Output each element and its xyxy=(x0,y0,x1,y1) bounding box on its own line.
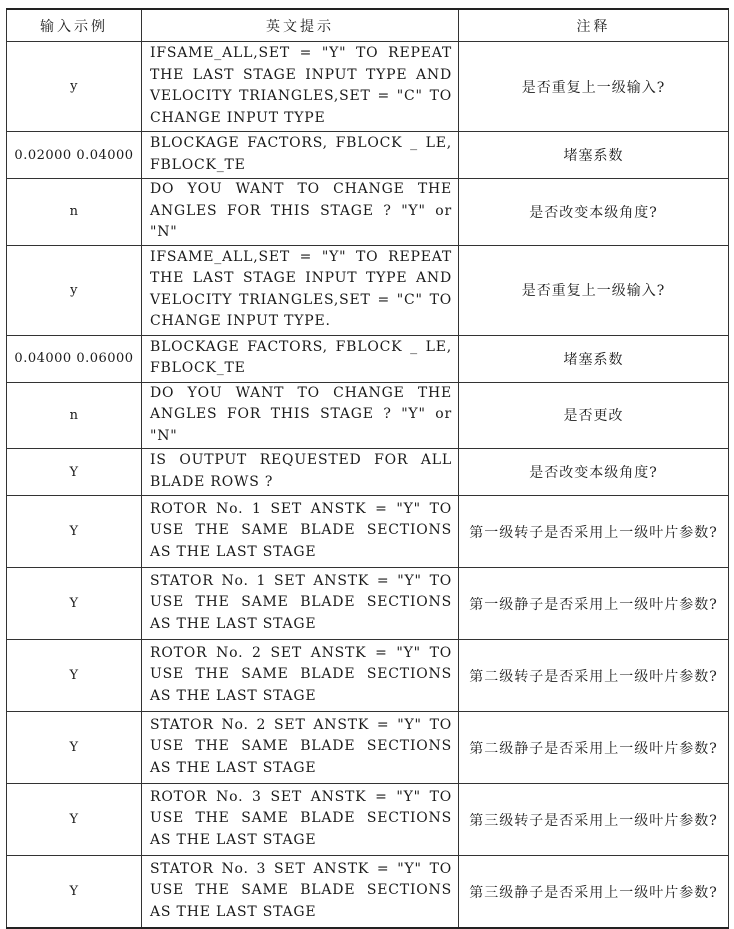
english-prompt-cell: BLOCKAGE FACTORS, FBLOCK _ LE, FBLOCK_TE xyxy=(142,132,459,179)
input-example-cell: Y xyxy=(7,449,142,496)
header-note: 注释 xyxy=(459,9,729,42)
note-cell: 是否改变本级角度? xyxy=(459,449,729,496)
table-row xyxy=(7,335,729,382)
header-input-example: 输入示例 xyxy=(7,9,142,42)
input-example-cell: Y xyxy=(7,496,142,568)
note-cell: 第三级转子是否采用上一级叶片参数? xyxy=(459,784,729,856)
english-prompt-cell: STATOR No. 3 SET ANSTK = "Y" TO USE THE SAME BLADE SECTIONS AS THE LAST STAGE xyxy=(142,856,459,929)
english-prompt-cell: BLOCKAGE FACTORS, FBLOCK _ LE, FBLOCK_TE xyxy=(142,335,459,382)
header-english-prompt: 英文提示 xyxy=(142,9,459,42)
input-example-cell: 0.04000 0.06000 xyxy=(7,335,142,382)
note-cell: 堵塞系数 xyxy=(459,335,729,382)
input-example-cell: Y xyxy=(7,568,142,640)
input-example-cell: n xyxy=(7,382,142,449)
table-row xyxy=(7,449,729,496)
table-row xyxy=(7,132,729,179)
table-row xyxy=(7,856,729,929)
note-cell: 是否改变本级角度? xyxy=(459,179,729,246)
table-row xyxy=(7,382,729,449)
note-cell: 是否重复上一级输入? xyxy=(459,245,729,335)
english-prompt-cell: IS OUTPUT REQUESTED FOR ALL BLADE ROWS ? xyxy=(142,449,459,496)
note-cell: 是否重复上一级输入? xyxy=(459,42,729,132)
table-row xyxy=(7,496,729,568)
table-row xyxy=(7,712,729,784)
input-example-cell: Y xyxy=(7,784,142,856)
note-cell: 第三级静子是否采用上一级叶片参数? xyxy=(459,856,729,929)
english-prompt-cell: IFSAME_ALL,SET = "Y" TO REPEAT THE LAST STAGE INPUT TYPE AND VELOCITY TRIANGLES,SET = "C" TO CHANGE INPUT TYPE. xyxy=(142,245,459,335)
english-prompt-cell: STATOR No. 2 SET ANSTK = "Y" TO USE THE SAME BLADE SECTIONS AS THE LAST STAGE xyxy=(142,712,459,784)
input-example-cell: Y xyxy=(7,712,142,784)
english-prompt-cell: DO YOU WANT TO CHANGE THE ANGLES FOR THIS STAGE ? "Y" or "N" xyxy=(142,382,459,449)
note-cell: 第一级静子是否采用上一级叶片参数? xyxy=(459,568,729,640)
english-prompt-cell: ROTOR No. 1 SET ANSTK = "Y" TO USE THE SAME BLADE SECTIONS AS THE LAST STAGE xyxy=(142,496,459,568)
english-prompt-cell: ROTOR No. 3 SET ANSTK = "Y" TO USE THE SAME BLADE SECTIONS AS THE LAST STAGE xyxy=(142,784,459,856)
table-row xyxy=(7,568,729,640)
table-row xyxy=(7,784,729,856)
table-header-row xyxy=(7,9,729,42)
input-example-cell: Y xyxy=(7,856,142,929)
table-row xyxy=(7,42,729,132)
english-prompt-cell: IFSAME_ALL,SET = "Y" TO REPEAT THE LAST STAGE INPUT TYPE AND VELOCITY TRIANGLES,SET = "C" TO CHANGE INPUT TYPE xyxy=(142,42,459,132)
input-prompt-table xyxy=(6,8,729,929)
input-example-cell: y xyxy=(7,42,142,132)
table-row xyxy=(7,640,729,712)
note-cell: 第一级转子是否采用上一级叶片参数? xyxy=(459,496,729,568)
note-cell: 第二级静子是否采用上一级叶片参数? xyxy=(459,712,729,784)
note-cell: 第二级转子是否采用上一级叶片参数? xyxy=(459,640,729,712)
input-example-cell: Y xyxy=(7,640,142,712)
input-example-cell: y xyxy=(7,245,142,335)
input-example-cell: n xyxy=(7,179,142,246)
note-cell: 是否更改 xyxy=(459,382,729,449)
note-cell: 堵塞系数 xyxy=(459,132,729,179)
english-prompt-cell: ROTOR No. 2 SET ANSTK = "Y" TO USE THE SAME BLADE SECTIONS AS THE LAST STAGE xyxy=(142,640,459,712)
english-prompt-cell: DO YOU WANT TO CHANGE THE ANGLES FOR THIS STAGE ? "Y" or "N" xyxy=(142,179,459,246)
english-prompt-cell: STATOR No. 1 SET ANSTK = "Y" TO USE THE SAME BLADE SECTIONS AS THE LAST STAGE xyxy=(142,568,459,640)
table-row xyxy=(7,179,729,246)
table-row xyxy=(7,245,729,335)
input-example-cell: 0.02000 0.04000 xyxy=(7,132,142,179)
